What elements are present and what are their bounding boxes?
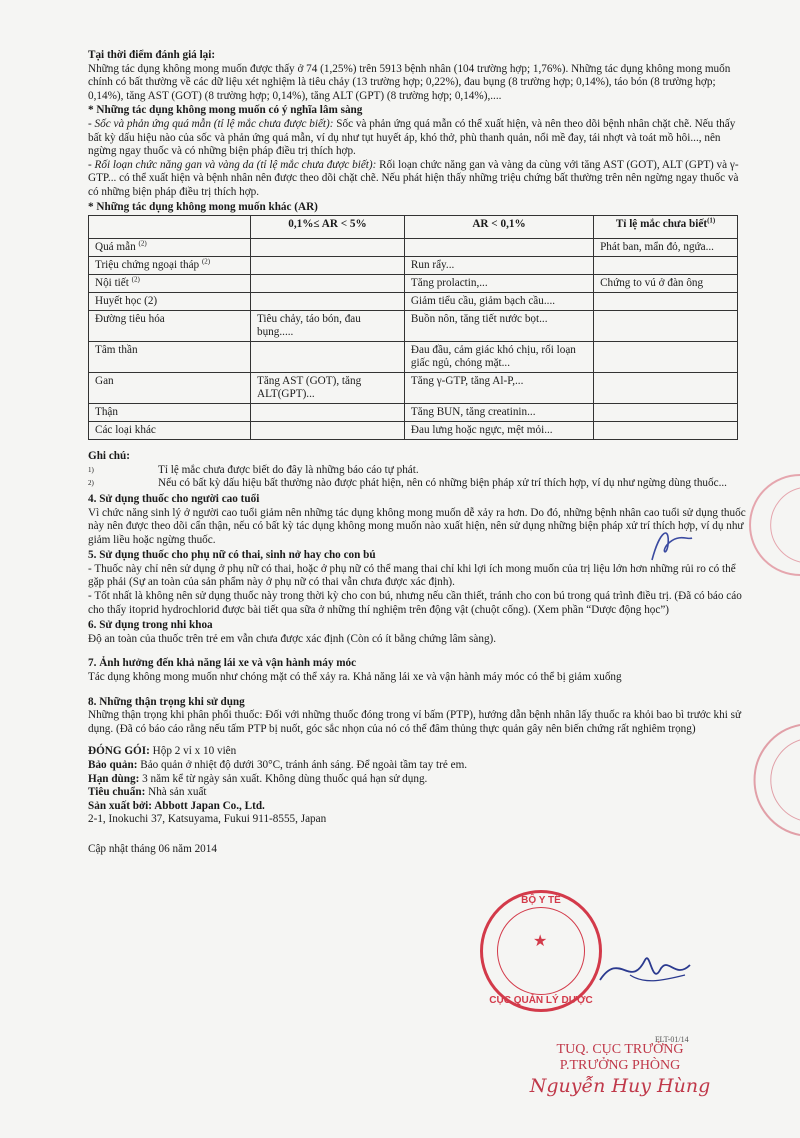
reassessment-text: Những tác dụng không mong muốn được thấy ở 74 (1,25%) trên 5913 bệnh nhân (104 trường hợp; 1,76%). Những tác dụng không mong muốn chính có bất thường về các dữ liệu xét nghiệm là tiêu chảy (13 trường hợp; 0,22%), đau bụng (8 trường hợp; 0,14%), táo bón (8 trường hợp; 0,14%), tăng AST (GOT) (8 trường hợp; 0,14%), tăng ALT (GPT) (8 trường hợp; 0,14%),.... bbox=[88, 62, 731, 102]
ar-table-body bbox=[89, 239, 738, 440]
table-row bbox=[89, 275, 738, 293]
ar-row-c3 bbox=[594, 373, 738, 404]
ar-row-c2: Buồn nôn, tăng tiết nước bọt... bbox=[404, 311, 593, 342]
ar-row-c1 bbox=[250, 239, 404, 257]
ar-row-name: Tâm thần bbox=[89, 342, 251, 373]
expiry-line: Hạn dùng: 3 năm kể từ ngày sản xuất. Không dùng thuốc quá hạn sử dụng. bbox=[88, 772, 428, 785]
s4-text: Vì chức năng sinh lý ở người cao tuổi giảm nên những tác dụng không mong muốn dễ xảy ra hơn. Do đó, những bệnh nhân cao tuổi sử dụng thuốc này nên được theo dõi cẩn thận, nếu có bất kỳ tác dụng không mong muốn nào xuất hiện, nên sử dụng những biện pháp xử trí thích hợp, ví dụ như giảm liều hoặc ngừng thuốc. bbox=[88, 506, 746, 546]
ar-row-c2: Đau lưng hoặc ngực, mệt mỏi... bbox=[404, 422, 593, 440]
ar-row-c2: Giảm tiểu cầu, giảm bạch cầu.... bbox=[404, 293, 593, 311]
ar-row-name: Thận bbox=[89, 404, 251, 422]
table-row bbox=[89, 404, 738, 422]
ar-row-name: Đường tiêu hóa bbox=[89, 311, 251, 342]
document-body bbox=[88, 48, 748, 857]
ar-row-c3 bbox=[594, 404, 738, 422]
initial-signature bbox=[640, 520, 700, 570]
ar-row-c1 bbox=[250, 422, 404, 440]
table-row bbox=[89, 311, 738, 342]
main-signature bbox=[590, 940, 700, 1000]
note-2-num: 2) bbox=[88, 479, 94, 488]
packing-info bbox=[88, 745, 748, 856]
s7-text: Tác dụng không mong muốn như chóng mặt có thể xảy ra. Khả năng lái xe và vận hành máy móc có thể bị giảm xuống bbox=[88, 671, 622, 684]
s8-text: Những thận trọng khi phân phối thuốc: Đối với những thuốc đóng trong vỉ bấm (PTP), hướng dẫn bệnh nhân lấy thuốc ra khỏi bao bì trước khi sử dụng. (Đã có báo cáo rằng nếu tấm PTP bị nuốt, góc sắc nhọn của nó có thể đâm thủng thực quản gây nên biến chứng rất nghiêm trọng) bbox=[88, 709, 742, 735]
edge-stamp-2 bbox=[728, 720, 800, 840]
address-line: 2-1, Inokuchi 37, Katsuyama, Fukui 911-8555, Japan bbox=[88, 813, 327, 826]
ar-row-c1 bbox=[250, 342, 404, 373]
ar-row-c3: Chứng to vú ở đàn ông bbox=[594, 275, 738, 293]
s6-heading: 6. Sử dụng trong nhi khoa bbox=[88, 619, 213, 632]
s5-p2: - Tốt nhất là không nên sử dụng thuốc này trong thời kỳ cho con bú, nhưng nếu cần thiết, tránh cho con bú trong quá trình điều trị. (Đã có báo cáo cho thấy itoprid hydrochlorid được bài tiết qua sữa ở những thí nghiệm trên động vật (chuột cống). (Xem phần “Dược động học”) bbox=[88, 590, 742, 616]
ar-row-c2 bbox=[404, 239, 593, 257]
storage-line: Bảo quản: Bảo quản ở nhiệt độ dưới 30°C, tránh ánh sáng. Để ngoài tầm tay trẻ em. bbox=[88, 759, 468, 771]
storage-label: Bảo quản: bbox=[88, 759, 138, 771]
notes bbox=[88, 450, 748, 491]
pack-line: ĐÓNG GÓI: Hộp 2 vỉ x 10 viên bbox=[88, 745, 237, 758]
table-row bbox=[89, 239, 738, 257]
ar-table-header bbox=[89, 216, 738, 239]
ar-row-name: Nội tiết $^{(2)}$ bbox=[89, 275, 251, 293]
stamp-inner-ring bbox=[497, 907, 585, 995]
ar-row-c2: Tăng prolactin,... bbox=[404, 275, 593, 293]
ar-row-c3 bbox=[594, 342, 738, 373]
ar-row-c3: Phát ban, mẩn đỏ, ngứa... bbox=[594, 239, 738, 257]
ar-row-c3 bbox=[594, 311, 738, 342]
sig-title-2: P.TRƯỞNG PHÒNG bbox=[559, 1058, 681, 1073]
pack-label: ĐÓNG GÓI: bbox=[88, 745, 150, 758]
ar-row-name: Các loại khác bbox=[89, 422, 251, 440]
ar-col-1: 0,1%≤ AR < 5% bbox=[250, 216, 404, 239]
s8-heading: 8. Những thận trọng khi sử dụng bbox=[88, 695, 245, 708]
other-ar-heading: * Những tác dụng không mong muốn khác (AR) bbox=[88, 200, 318, 213]
stamp-top-text: BỘ Y TẾ bbox=[521, 895, 561, 906]
ar-row-c2: Đau đầu, cảm giác khó chịu, rối loạn giấc ngủ, chóng mặt... bbox=[404, 342, 593, 373]
table-row bbox=[89, 257, 738, 275]
standard-line: Tiêu chuẩn: Nhà sản xuất bbox=[88, 786, 207, 799]
note-1 bbox=[88, 464, 748, 478]
shock-text: Sốc và phản ứng quá mẫn có thể xuất hiện, và nên theo dõi bệnh nhân chặt chẽ. Nếu thấy bất kỳ dấu hiệu nào của sốc và phản ứng quá mẫn, ví dụ như tụt huyết áp, khó thở, phù thanh quản, nổi mề đay, tái nhợt và toát mồ hôi..., nên ngừng ngay thuốc và có những biện pháp điều trị thích hợp. bbox=[88, 117, 736, 158]
edge-stamp-1 bbox=[735, 470, 800, 580]
updated-line: Cập nhật tháng 06 năm 2014 bbox=[88, 842, 217, 855]
s5-heading: 5. Sử dụng thuốc cho phụ nữ có thai, sinh nở hay cho con bú bbox=[88, 549, 376, 562]
table-row bbox=[89, 342, 738, 373]
liver-text: Rối loạn chức năng gan và vàng da cùng với tăng AST (GOT), ALT (GPT) và γ-GTP... có thể xuất hiện và bệnh nhân nên được theo dõi chặt chẽ. Nếu phát hiện thấy những triệu chứng bất thường trên nên ngừng ngay thuốc và có những biện pháp điều trị thích hợp. bbox=[88, 158, 739, 198]
expiry-label: Hạn dùng: bbox=[88, 772, 140, 785]
ar-row-c1 bbox=[250, 404, 404, 422]
ar-row-c3 bbox=[594, 293, 738, 311]
stamp-star-icon: ★ bbox=[533, 933, 548, 950]
table-row bbox=[89, 293, 738, 311]
clinical-heading: * Những tác dụng không mong muốn có ý nghĩa lâm sàng bbox=[88, 104, 363, 117]
table-row bbox=[89, 422, 738, 440]
ar-row-name: Triệu chứng ngoại tháp $^{(2)}$ bbox=[89, 257, 251, 275]
ar-row-c1 bbox=[250, 257, 404, 275]
ar-row-c2: Tăng γ-GTP, tăng Al-P,... bbox=[404, 373, 593, 404]
s7-heading: 7. Ảnh hưởng đến khả năng lái xe và vận hành máy móc bbox=[88, 657, 357, 670]
ar-row-c1 bbox=[250, 293, 404, 311]
document-ref: FLT-01/14 bbox=[655, 1035, 689, 1044]
liver-label: - Rối loạn chức năng gan và vàng da (tỉ lệ mắc chưa được biết): bbox=[88, 158, 377, 171]
ar-col-3: Tỉ lệ mắc chưa biết$^{(1)}$ bbox=[594, 216, 738, 239]
ar-col-3-sup: (1) bbox=[707, 216, 716, 225]
reassessment-heading: Tại thời điểm đánh giá lại: bbox=[88, 49, 216, 61]
signature-block bbox=[505, 1042, 735, 1098]
ar-row-c1 bbox=[250, 275, 404, 293]
ar-col-2: AR < 0,1% bbox=[404, 216, 593, 239]
liver-paragraph bbox=[88, 159, 748, 200]
stamp-bottom-text: CỤC QUẢN LÝ DƯỢC bbox=[489, 995, 593, 1006]
sig-name: Nguyễn Huy Hùng bbox=[529, 1075, 711, 1097]
ministry-stamp bbox=[480, 890, 602, 1012]
shock-paragraph bbox=[88, 118, 748, 159]
ar-row-c1: Tiêu chảy, táo bón, đau bụng..... bbox=[250, 311, 404, 342]
ar-row-name: Quá mẫn $^{(2)}$ bbox=[89, 239, 251, 257]
s6-text: Độ an toàn của thuốc trên trẻ em vẫn chưa được xác định (Còn có ít bằng chứng lâm sàng). bbox=[88, 632, 497, 645]
table-row bbox=[89, 373, 738, 404]
ar-row-c1: Tăng AST (GOT), tăng ALT(GPT)... bbox=[250, 373, 404, 404]
note-2-text: Nếu có bất kỳ dấu hiệu bất thường nào được phát hiện, nên có những biện pháp xử trí thích hợp, ví dụ như ngừng dùng thuốc... bbox=[158, 477, 727, 490]
shock-label: - Sốc và phản ứng quá mẫn (tỉ lệ mắc chưa được biết): bbox=[88, 117, 334, 130]
ar-row-name: Gan bbox=[89, 373, 251, 404]
ar-table bbox=[88, 215, 738, 440]
ar-row-sup: (2) bbox=[201, 257, 211, 266]
ar-row-name: Huyết học (2) bbox=[89, 293, 251, 311]
note-1-text: Tỉ lệ mắc chưa được biết do đây là những báo cáo tự phát. bbox=[158, 463, 419, 476]
ar-row-c3 bbox=[594, 257, 738, 275]
s4-heading: 4. Sử dụng thuốc cho người cao tuổi bbox=[88, 492, 260, 505]
notes-heading: Ghi chú: bbox=[88, 450, 130, 463]
maker-line: Sản xuất bởi: Abbott Japan Co., Ltd. bbox=[88, 799, 265, 812]
ar-row-sup: (2) bbox=[138, 239, 147, 248]
sig-title-1: TUQ. CỤC TRƯỞNG bbox=[556, 1042, 684, 1057]
ar-row-c2: Tăng BUN, tăng creatinin... bbox=[404, 404, 593, 422]
s5-p1: - Thuốc này chỉ nên sử dụng ở phụ nữ có thai, hoặc ở phụ nữ có thể mang thai chỉ khi lợi ích mong muốn của trị liệu lớn hơn những rủi ro có thể gặp phải (Sự an toàn của sản phẩm này ở phụ nữ có thai vẫn chưa được xác định). bbox=[88, 562, 736, 589]
ar-row-c2: Run rẩy... bbox=[404, 257, 593, 275]
ar-row-c3 bbox=[594, 422, 738, 440]
note-1-num: 1) bbox=[88, 465, 94, 474]
ar-col-0 bbox=[89, 216, 251, 239]
standard-label: Tiêu chuẩn: bbox=[88, 786, 146, 799]
ar-row-sup: (2) bbox=[131, 275, 140, 284]
note-2 bbox=[88, 477, 748, 491]
